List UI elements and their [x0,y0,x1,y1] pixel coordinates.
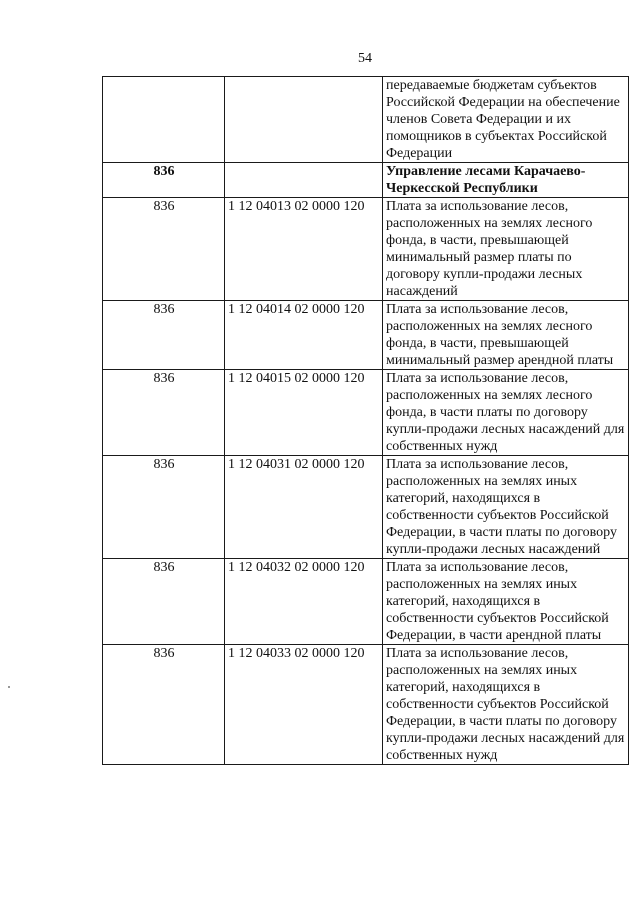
budget-code-cell [225,77,383,163]
admin-code-cell: 836 [103,559,225,645]
table-row [103,645,629,765]
budget-classification-table [102,76,629,765]
table-row [103,77,629,163]
description-cell: Плата за использование лесов, расположенных на землях лесного фонда, в части, превышающей минимальный размер арендной платы [383,301,629,370]
table-body [103,77,629,765]
description-cell: передаваемые бюджетам субъектов Российской Федерации на обеспечение членов Совета Федерации и их помощников в субъектах Российской Федерации [383,77,629,163]
table-row [103,198,629,301]
description-cell: Управление лесами Карачаево-Черкесской Республики [383,163,629,198]
admin-code-cell: 836 [103,645,225,765]
budget-code-cell: 1 12 04015 02 0000 120 [225,370,383,456]
table-row [103,370,629,456]
budget-code-cell: 1 12 04014 02 0000 120 [225,301,383,370]
scan-artifact-dot [8,686,10,688]
description-cell: Плата за использование лесов, расположенных на землях лесного фонда, в части, превышающей минимальный размер платы по договору купли-продажи лесных насаждений [383,198,629,301]
admin-code-cell: 836 [103,198,225,301]
description-cell: Плата за использование лесов, расположенных на землях иных категорий, находящихся в собственности субъектов Российской Федерации, в части платы по договору купли-продажи лесных насаждений [383,456,629,559]
admin-code-cell: 836 [103,301,225,370]
admin-code-cell: 836 [103,163,225,198]
table-row [103,456,629,559]
budget-code-cell: 1 12 04031 02 0000 120 [225,456,383,559]
table-row-ministry-header [103,163,629,198]
description-cell: Плата за использование лесов, расположенных на землях иных категорий, находящихся в собственности субъектов Российской Федерации, в части платы по договору купли-продажи лесных насаждений для собственных нужд [383,645,629,765]
budget-code-cell: 1 12 04013 02 0000 120 [225,198,383,301]
description-cell: Плата за использование лесов, расположенных на землях иных категорий, находящихся в собственности субъектов Российской Федерации, в части арендной платы [383,559,629,645]
budget-code-cell [225,163,383,198]
description-cell: Плата за использование лесов, расположенных на землях лесного фонда, в части платы по договору купли-продажи лесных насаждений для собственных нужд [383,370,629,456]
admin-code-cell [103,77,225,163]
table-row [103,559,629,645]
page-number: 54 [358,51,372,66]
budget-code-cell: 1 12 04033 02 0000 120 [225,645,383,765]
admin-code-cell: 836 [103,456,225,559]
budget-code-cell: 1 12 04032 02 0000 120 [225,559,383,645]
table-row [103,301,629,370]
admin-code-cell: 836 [103,370,225,456]
